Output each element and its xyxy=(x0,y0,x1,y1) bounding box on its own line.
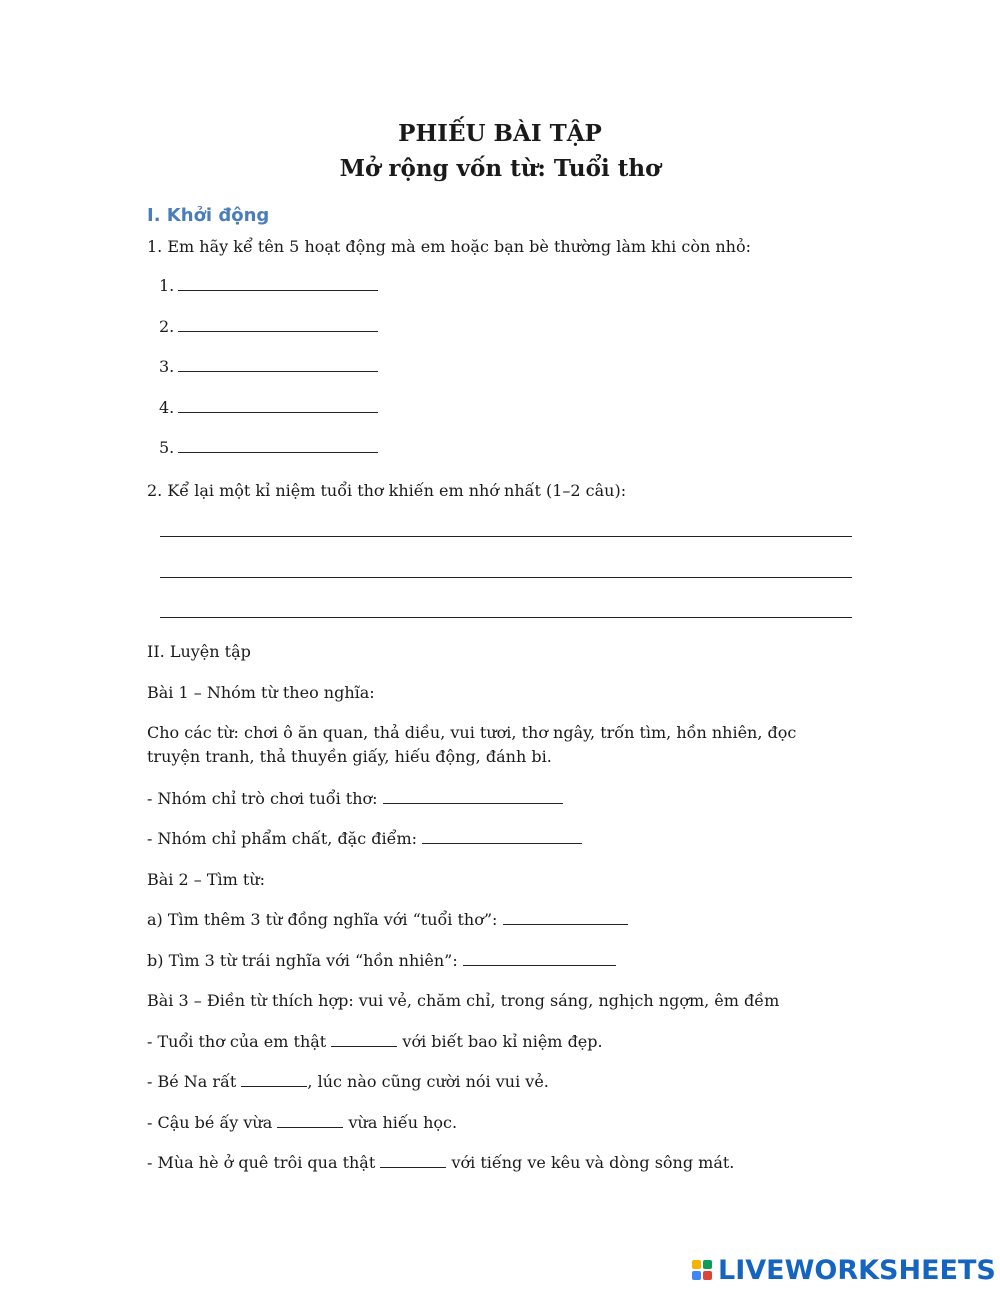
sentence-start: - Cậu bé ấy vừa xyxy=(147,1113,273,1132)
antonyms-blank[interactable] xyxy=(463,951,616,966)
memory-answer-line-2[interactable] xyxy=(160,577,852,578)
answer-blank[interactable] xyxy=(178,357,378,372)
logo-text: LIVEWORKSHEETS xyxy=(718,1254,996,1286)
sentence-start: - Bé Na rất xyxy=(147,1072,237,1091)
answer-item-3 xyxy=(159,357,378,376)
answer-blank[interactable] xyxy=(178,317,378,332)
question-label: a) Tìm thêm 3 từ đồng nghĩa với “tuổi thơ”: xyxy=(147,910,498,929)
group-traits-blank[interactable] xyxy=(422,829,582,844)
memory-answer-line-1[interactable] xyxy=(160,536,852,537)
exercise-1-group-traits xyxy=(147,827,582,851)
exercise-2-a xyxy=(147,908,628,932)
answer-blank[interactable] xyxy=(178,438,378,453)
synonyms-blank[interactable] xyxy=(503,910,628,925)
group-games-blank[interactable] xyxy=(383,789,563,804)
group-label: - Nhóm chỉ trò chơi tuổi thơ: xyxy=(147,789,378,808)
fill-blank-3[interactable] xyxy=(277,1113,343,1128)
question-label: b) Tìm 3 từ trái nghĩa với “hồn nhiên”: xyxy=(147,951,458,970)
exercise-2-b xyxy=(147,949,616,973)
sentence-start: - Tuổi thơ của em thật xyxy=(147,1032,327,1051)
exercise-3-title: Bài 3 – Điền từ thích hợp: vui vẻ, chăm chỉ, trong sáng, nghịch ngợm, êm đềm xyxy=(147,991,780,1010)
page-subtitle: Mở rộng vốn từ: Tuổi thơ xyxy=(339,155,661,182)
section-heading-khoi-dong: I. Khởi động xyxy=(147,205,270,226)
sentence-end: với tiếng ve kêu và dòng sông mát. xyxy=(451,1153,735,1172)
logo-square xyxy=(703,1271,712,1280)
logo-square xyxy=(692,1260,701,1269)
item-number: 4. xyxy=(159,398,175,417)
answer-item-5 xyxy=(159,438,378,457)
exercise-3-sentence-2 xyxy=(147,1070,549,1094)
question-2: 2. Kể lại một kỉ niệm tuổi thơ khiến em nhớ nhất (1–2 câu): xyxy=(147,481,627,500)
answer-item-2 xyxy=(159,317,378,336)
memory-answer-line-3[interactable] xyxy=(160,617,852,618)
logo-squares-icon xyxy=(692,1260,712,1280)
exercise-3-sentence-4 xyxy=(147,1151,734,1175)
section-heading-luyen-tap: II. Luyện tập xyxy=(147,642,251,661)
answer-blank[interactable] xyxy=(178,398,378,413)
exercise-1-group-games xyxy=(147,787,563,811)
exercise-1-title: Bài 1 – Nhóm từ theo nghĩa: xyxy=(147,683,375,702)
fill-blank-1[interactable] xyxy=(331,1032,397,1047)
fill-blank-4[interactable] xyxy=(380,1153,446,1168)
item-number: 1. xyxy=(159,276,175,295)
liveworksheets-logo xyxy=(692,1252,996,1288)
fill-blank-2[interactable] xyxy=(241,1072,307,1087)
page-title: PHIẾU BÀI TẬP xyxy=(398,120,602,147)
logo-square xyxy=(703,1260,712,1269)
exercise-2-title: Bài 2 – Tìm từ: xyxy=(147,870,266,889)
sentence-end: , lúc nào cũng cười nói vui vẻ. xyxy=(307,1072,549,1091)
exercise-3-sentence-3 xyxy=(147,1111,457,1135)
logo-square xyxy=(692,1271,701,1280)
answer-item-4 xyxy=(159,398,378,417)
exercise-1-word-list: Cho các từ: chơi ô ăn quan, thả diều, vui tươi, thơ ngây, trốn tìm, hồn nhiên, đọc truyện tranh, thả thuyền giấy, hiếu động, đánh bi. xyxy=(147,723,797,766)
sentence-end: vừa hiếu học. xyxy=(348,1113,458,1132)
item-number: 2. xyxy=(159,317,175,336)
exercise-3-sentence-1 xyxy=(147,1030,603,1054)
group-label: - Nhóm chỉ phẩm chất, đặc điểm: xyxy=(147,829,418,848)
sentence-start: - Mùa hè ở quê trôi qua thật xyxy=(147,1153,376,1172)
sentence-end: với biết bao kỉ niệm đẹp. xyxy=(402,1032,603,1051)
item-number: 5. xyxy=(159,438,175,457)
question-1: 1. Em hãy kể tên 5 hoạt động mà em hoặc bạn bè thường làm khi còn nhỏ: xyxy=(147,237,751,256)
item-number: 3. xyxy=(159,357,175,376)
answer-blank[interactable] xyxy=(178,276,378,291)
answer-item-1 xyxy=(159,276,378,295)
